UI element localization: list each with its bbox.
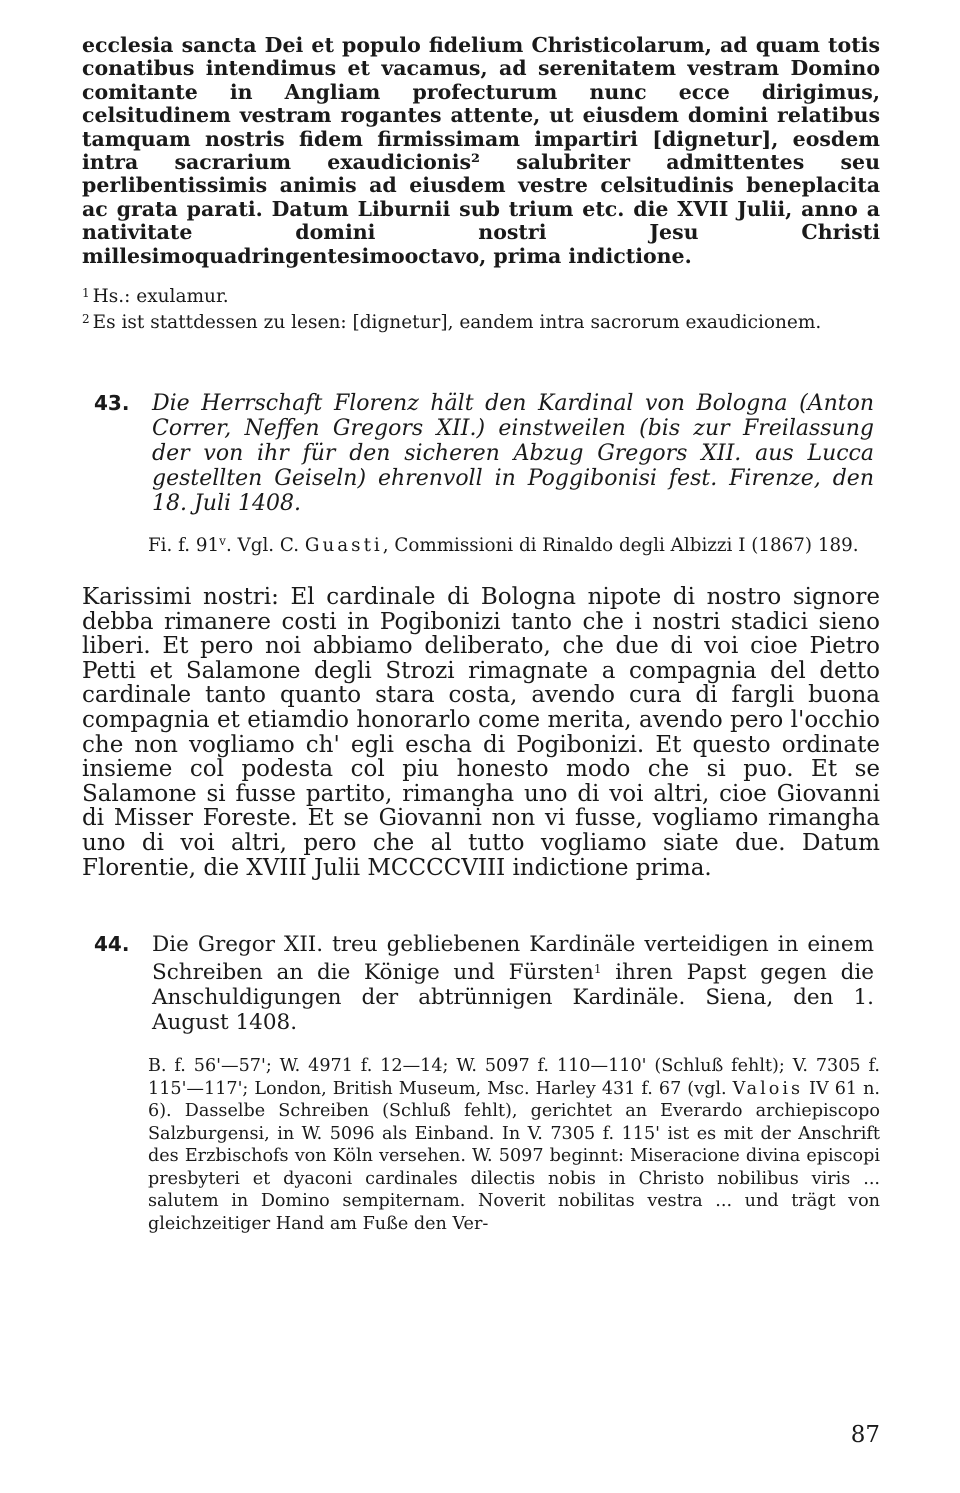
document-44-heading — [82, 932, 880, 1035]
document-number: 44. — [94, 932, 130, 957]
footnote-mark: 2 — [82, 312, 90, 327]
source-author: Guasti — [304, 535, 383, 557]
footnote-text: Es ist stattdessen zu lesen: [dignetur], eandem intra sacrorum exaudicionem. — [92, 312, 822, 334]
page-number: 87 — [850, 1422, 880, 1448]
title-text: Die Gregor XII. treu gebliebenen Kardinäle verteidigen in einem Schreiben an die Könige und Fürsten — [152, 932, 874, 986]
footnotes — [82, 282, 880, 334]
footnote-mark: 1 — [82, 286, 90, 301]
document-44-source — [148, 1055, 880, 1235]
source-text: , Commissioni di Rinaldo degli Albizzi I (1867) 189. — [382, 535, 859, 557]
document-43-letter: Karissimi nostri: El cardinale di Bologna nipote di nostro signore debba rimanere costi in Pogibonizi tanto che i nostri stadici sieno liberi. Et pero noi abbiamo deliberato, che due di voi cioe Pietro Petti et Salamone degli Strozi rimagnate a compagnia del detto cardinale tanto quanto stara costa, avendo cura di fargli buona compagnia et etiamdio honorarlo come merita, avendo pero l'occhio che non vogliamo ch' egli escha di Pogibonizi. Et questo ordinate insieme col podesta col piu honesto modo che si puo. Et se Salamone si fusse partito, rimangha uno di voi altri, cioe Giovanni di Misser Foreste. Et se Giovanni non vi fusse, vogliamo rimangha uno di voi altri, pero che al tutto vogliamo siate due. Datum Florentie, die XVIII Julii MCCCCVIII indictione prima. — [82, 584, 880, 881]
continuation-paragraph: ecclesia sancta Dei et populo fidelium Christicolarum, ad quam totis conatibus intendimus et vacamus, ad serenitatem vestram Domino comitante in Angliam profecturum nunc ecce dirigimus, celsitudinem vestram rogantes attente, ut eiusdem domini relatibus tamquam nostris fidem firmissimam impartiri [dignetur], eosdem intra sacrarium exaudicionis² salubriter admittentes seu perlibentissimis animis ad eiusdem vestre celsitudinis beneplacita ac grata parati. Datum Liburnii sub trium etc. die XVII Julii, anno a nativitate domini nostri Jesu Christi millesimoquadringentesimooctavo, prima indictione. — [82, 33, 880, 268]
source-text: . Vgl. C. — [225, 535, 305, 557]
footnote-1 — [82, 282, 880, 308]
page-body — [82, 34, 880, 1235]
source-text: B. f. 56'—57'; W. 4971 f. 12—14; W. 5097 f. 110—110' (Schluß fehlt); V. 7305 f. 115'—117'; London, British Museum, Msc. Harley 431 f. 67 (vgl. — [148, 1056, 880, 1099]
document-title — [152, 932, 874, 1035]
footnote-mark: 1 — [593, 962, 602, 977]
footnote-text: Hs.: exulamur. — [92, 286, 229, 308]
title-text: ihren Papst gegen die Anschuldigungen der abtrünnigen Kardinäle. Siena, den 1. August 1408. — [152, 960, 874, 1036]
footnote-2 — [82, 308, 880, 334]
source-superscript: v — [219, 534, 226, 549]
document-title: Die Herrschaft Florenz hält den Kardinal von Bologna (Anton Correr, Neffen Gregors XII.) einstweilen (bis zur Freilassung der von ihr für den sicheren Abzug Gregors XII. aus Lucca gestellten Geiseln) ehrenvoll in Poggibonisi fest. Firenze, den 18. Juli 1408. — [152, 391, 874, 517]
document-43-source — [148, 530, 880, 557]
source-author: Valois — [732, 1078, 804, 1099]
source-text: Fi. f. 91 — [148, 535, 220, 557]
document-43-heading — [82, 391, 880, 516]
document-number: 43. — [94, 391, 130, 416]
source-text: IV 61 n. 6). Dasselbe Schreiben (Schluß fehlt), gerichtet an Everardo archiepiscopo Salzburgensi, in W. 5096 als Einband. In V. 7305 f. 115' ist es mit der Anschrift des Erzbischofs von Köln versehen. W. 5097 beginnt: Miseracione divina episcopi presbyteri et dyaconi cardinales dilectis nobis in Christo nobilibus viris ... salutem in Domino sempiternam. Noverit nobilitas vestra ... und trägt von gleichzeitiger Hand am Fuße den Ver- — [148, 1078, 881, 1234]
